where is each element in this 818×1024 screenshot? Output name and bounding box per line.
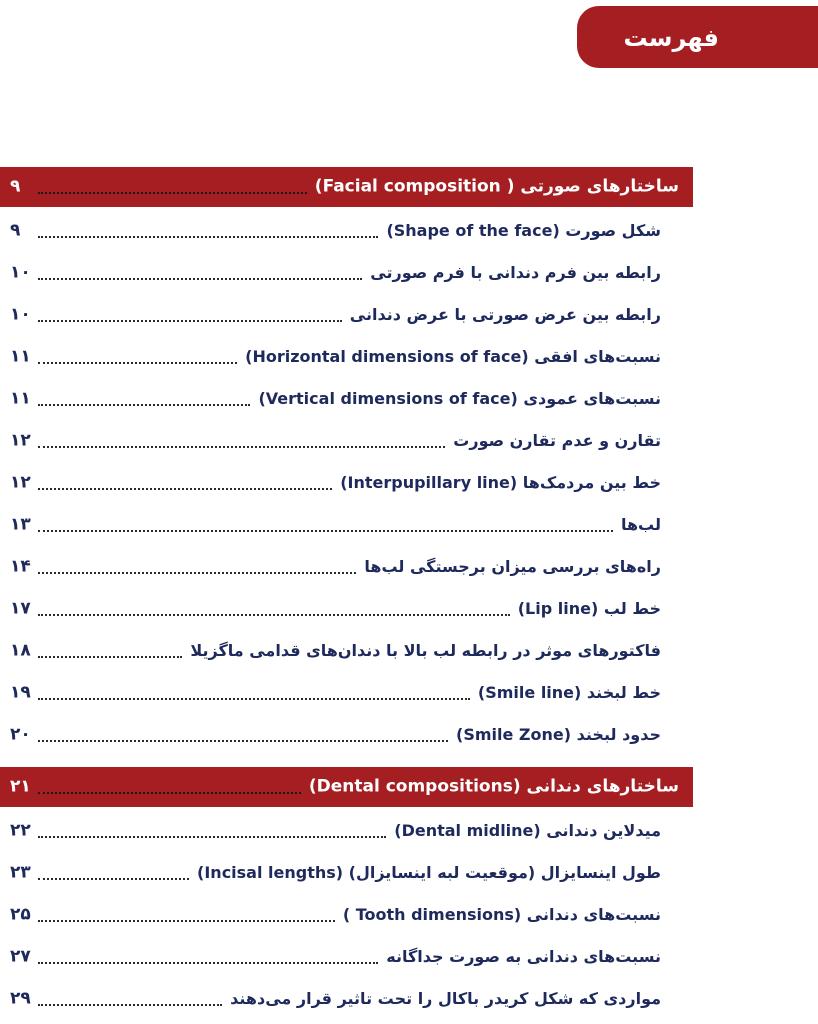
entry-title: راه‌های بررسی میزان برجستگی لب‌ها bbox=[364, 557, 661, 576]
entry-title: نسبت‌های دندانی به صورت جداگانه bbox=[386, 947, 661, 966]
toc-entry[interactable] bbox=[0, 811, 693, 851]
page-number: ۹ bbox=[10, 176, 21, 197]
page-number: ۱۸ bbox=[10, 640, 31, 661]
dot-leader bbox=[38, 360, 237, 364]
page-number: ۲۰ bbox=[10, 724, 31, 745]
entry-title: رابطه بین فرم دندانی با فرم صورتی bbox=[370, 263, 661, 282]
page-number: ۲۲ bbox=[10, 820, 31, 841]
toc-entry[interactable] bbox=[0, 673, 693, 713]
dot-leader bbox=[38, 528, 613, 532]
page-number: ۲۳ bbox=[10, 862, 31, 883]
dot-leader bbox=[38, 834, 386, 838]
dot-leader bbox=[38, 738, 448, 742]
dot-leader bbox=[38, 960, 378, 964]
toc-entry[interactable] bbox=[0, 421, 693, 461]
section-heading[interactable] bbox=[0, 767, 693, 807]
dot-leader bbox=[38, 790, 301, 794]
page-number: ۲۷ bbox=[10, 946, 31, 967]
toc-entry[interactable] bbox=[0, 547, 693, 587]
page-title: فهرست bbox=[623, 24, 719, 52]
dot-leader bbox=[38, 402, 250, 406]
toc-entry[interactable] bbox=[0, 505, 693, 545]
page-number: ۱۰ bbox=[10, 304, 31, 325]
page-number: ۱۲ bbox=[10, 430, 31, 451]
entry-title: نسبت‌های افقی (Horizontal dimensions of face) bbox=[245, 347, 661, 366]
entry-title: خط لبخند (Smile line) bbox=[477, 683, 661, 702]
entry-title: تقارن و عدم تقارن صورت bbox=[453, 431, 661, 450]
dot-leader bbox=[38, 444, 445, 448]
entry-title: حدود لبخند (Smile Zone) bbox=[456, 725, 661, 744]
toc-entry[interactable] bbox=[0, 631, 693, 671]
page-number: ۲۱ bbox=[10, 776, 31, 797]
dot-leader bbox=[38, 276, 362, 280]
entry-title: شکل صورت (Shape of the face) bbox=[386, 221, 661, 240]
toc-entry[interactable] bbox=[0, 253, 693, 293]
toc-entry[interactable] bbox=[0, 853, 693, 893]
dot-leader bbox=[38, 570, 356, 574]
toc-entry[interactable] bbox=[0, 589, 693, 629]
toc-entry[interactable] bbox=[0, 715, 693, 755]
toc-entry[interactable] bbox=[0, 895, 693, 935]
page-number: ۱۷ bbox=[10, 598, 31, 619]
entry-title: رابطه بین عرض صورتی با عرض دندانی bbox=[349, 305, 661, 324]
section-heading[interactable] bbox=[0, 167, 693, 207]
entry-title: نسبت‌های دندانی (Tooth dimensions ) bbox=[342, 905, 661, 924]
page-number: ۹ bbox=[10, 220, 21, 241]
entry-title: مواردی که شکل کریدر باکال را تحت تاثیر قرار می‌دهند bbox=[230, 989, 661, 1008]
dot-leader bbox=[38, 654, 182, 658]
dot-leader bbox=[38, 876, 189, 880]
page-number: ۲۹ bbox=[10, 988, 31, 1009]
dot-leader bbox=[38, 486, 332, 490]
toc-entry[interactable] bbox=[0, 337, 693, 377]
page-number: ۱۱ bbox=[10, 388, 31, 409]
dot-leader bbox=[38, 234, 378, 238]
toc-entry[interactable] bbox=[0, 379, 693, 419]
title-tab bbox=[577, 6, 818, 68]
dot-leader bbox=[38, 918, 335, 922]
toc-entry[interactable] bbox=[0, 211, 693, 251]
entry-title: طول اینسایزال (موقعیت لبه اینسایزال) (Incisal lengths) bbox=[197, 863, 661, 882]
page-number: ۱۳ bbox=[10, 514, 31, 535]
page-number: ۲۵ bbox=[10, 904, 31, 925]
entry-title: ساختارهای دندانی (Dental compositions) bbox=[308, 776, 679, 797]
toc-entry[interactable] bbox=[0, 463, 693, 503]
dot-leader bbox=[38, 190, 307, 194]
entry-title: خط لب (Lip line) bbox=[517, 599, 661, 618]
page-number: ۱۲ bbox=[10, 472, 31, 493]
page-number: ۱۱ bbox=[10, 346, 31, 367]
dot-leader bbox=[38, 1002, 222, 1006]
entry-title: نسبت‌های عمودی (Vertical dimensions of face) bbox=[258, 389, 661, 408]
entry-title: میدلاین دندانی (Dental midline) bbox=[394, 821, 661, 840]
toc-entry[interactable] bbox=[0, 937, 693, 977]
page-number: ۱۹ bbox=[10, 682, 31, 703]
dot-leader bbox=[38, 318, 342, 322]
toc-entry[interactable] bbox=[0, 295, 693, 335]
dot-leader bbox=[38, 696, 470, 700]
entry-title: خط بین مردمک‌ها (Interpupillary line) bbox=[340, 473, 661, 492]
toc-entry[interactable] bbox=[0, 979, 693, 1019]
page-number: ۱۴ bbox=[10, 556, 31, 577]
entry-title: ساختارهای صورتی ( Facial composition) bbox=[314, 176, 679, 197]
entry-title: فاکتورهای موثر در رابطه لب بالا با دندان‌های قدامی ماگزیلا bbox=[190, 641, 661, 660]
entry-title: لب‌ها bbox=[620, 515, 661, 534]
dot-leader bbox=[38, 612, 510, 616]
page-number: ۱۰ bbox=[10, 262, 31, 283]
